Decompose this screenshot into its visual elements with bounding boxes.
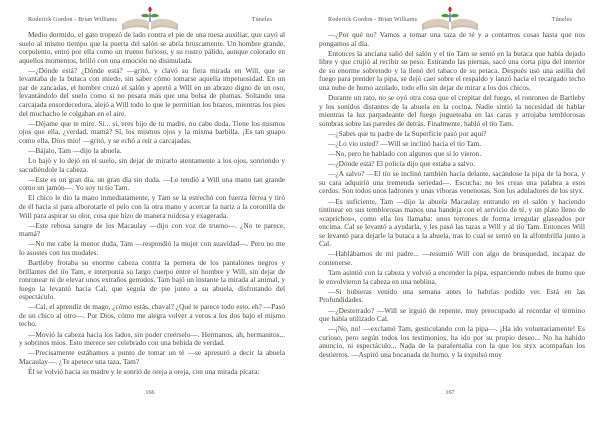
paragraph: —Déjame que te mire. Sí... sí, eres hijo de tu madre, no cabe duda. Tiene los mismos ojos que ella, ¿verdad, mamá? Sí, los mismos ojos y la misma barbilla. ¡Es tan guapo como ella, Dios mío! —gritó, y se echó a reír a carcajadas. [19, 118, 285, 145]
paragraph: Lo bajó y lo dejó en el suelo, sin dejar de mirarlo atentamente a los ojos, sonriendo y sacudiéndole la cabeza. [19, 156, 285, 174]
paragraph: Él se volvió hacia su madre y le sonrió de oreja a oreja, con una mirada pícara: [28, 366, 260, 376]
paragraph: —¿Desterrado? —Will se irguió de repente, muy preocupado al recordar el término que había utilizado Cal. [319, 305, 585, 324]
open-book-sprout-icon [420, 5, 480, 33]
paragraph: —¿Dónde está? El policía dijo que estaba a salvo. [328, 159, 476, 169]
paragraph: —¿A salvo? —El tío se inclinó también hacia delante, sacándose la pipa de la boca, y su cara adquirió una tremenda seriedad—. Escucha: no les creas una palabra a esos cerdos. Son todos unos ladrones y unas víboras venenosas. Son los aduladores de los styx. [319, 169, 585, 196]
paragraph: —Este rebosa sangre de los Macaulay —dijo con voz de trueno—. ¿No te parece, mamá? [19, 220, 285, 239]
paragraph: —¿Dónde está? ¿Dónde está? —gritó, y clavó su fiera mirada en Will, que se levantaba de la butaca con miedo, sin saber cómo tomarse aquella impetuosidad. En un par de zancadas, el hombre cruzó el salón y apretó a Will en un abrazo digno de un oso, levantándolo del suelo como si no pesara más que una bolsa de plumas. Soltando una carcajada ensordecedora, alejó a Will todo lo que le permitían los brazos, mientras los pies del muchacho le colgaban en el aire. [19, 65, 285, 118]
paragraph: —Es suficiente, Tam —dijo la abuela Macaulay entrando en el salón y haciendo tintinear en sus temblorosas manos una bandeja con el servicio de té, y un plato lleno de «caprichos», como ella los llamaba: unos terrones de forma irregular glaseados por encima. Cal se levantó a ayudarla, y les pasó las tazas a Will y al tío Tam. Entonces Will se levantó para dejarle la butaca a la abuela, tras lo cual se sentó en la alfombrilla junto a Cal. [319, 196, 585, 249]
left-page-text [19, 31, 285, 386]
right-page-number: 167 [445, 389, 455, 396]
paragraph: Tam asintió con la cabeza y volvió a encender la pipa, esparciendo nubes de humo que le envolvieron la cabeza en una neblina. [319, 268, 585, 286]
paragraph: —Cal, el aprendiz de mago, ¿cómo estás, chaval? ¿Qué te parece todo esto, eh? —Pasó de un chico al otro—. Por Dios, cómo me alegra volver a veros a los dos bajo el mismo techo. [19, 302, 285, 329]
paragraph: —¿Lo vio usted? —Will se inclinó hacia el tío Tam. [328, 138, 482, 148]
paragraph: Entonces la anciana salió del salón y el tío Tam se sentó en la butaca que había dejado libre y que crujió al recibir su peso. Estirando las piernas, sacó una corta pipa del interior de su enorme sobretodo y la llenó del tabaco de su petaca. Después usó una astilla del fuego para prender la pipa, se dejó caer sobre el respaldo y lanzó hacia el recargado techo una nube de humo azulado, todo ello sin dejar de mirar a los dos chicos. [319, 48, 585, 92]
left-page-number: 166 [145, 389, 155, 396]
paragraph: —¿Por qué no? Vamos a tomar una taza de té y a contarnos cosas hasta que nos pongamos al día. [319, 31, 585, 48]
paragraph: —¡No, no! —exclamó Tam, gesticulando con la pipa—. ¡Ha ido voluntariamente! Es curioso, pero según todos los testimonios, ha ido por su propio deseo... No ha habido anuncio, ni espectáculo... Nada de la parafernalia con la que los styx acompañan los destierros. —Aspiró una bocanada de humo, y la expulsó muy [319, 324, 585, 359]
right-page-text [319, 31, 585, 386]
paragraph: Bartleby frotaba su enorme cabeza contra la pernera de los pantalones negros y brillantes del tío Tam, e interponía su largo cuerpo entre el hombre y Will, sin dejar de ronronear ni de elevar unos extraños gemidos. Tam bajó un instante la mirada al animal, y luego la levantó hacia Cal, que seguía de pie junto a su abuela, disfrutando del espectáculo. [19, 258, 285, 302]
paragraph: —Hablábamos de mi padre... —resumió Will con algo de brusquedad, incapaz de contenerse. [319, 249, 585, 268]
header-author: Roderick Gordon - Brian Williams [28, 16, 118, 23]
paragraph: —¿Sabes que tu padre de la Superficie pasó por aquí? [328, 128, 487, 138]
paragraph: —Movió la cabeza hacia los lados, sin poder creérselo—. Hermanos, ah, hermanitos... y sobrinos míos. Esto merece ser celebrado con una bebida de verdad. [19, 329, 285, 348]
paragraph: —Si hubieras venido una semana antes lo habrías podido ver. Está en las Profundidades. [319, 286, 585, 305]
paragraph: El chico le dio la mano inmediatamente, y Tam se la estrechó con fuerza férrea y tiró de él hacia sí para alborotarle el pelo con la otra mano y acercar la nariz a la coronilla de Will para aspirar su olor, cosa que hizo de manera ruidosa y exagerada. [19, 193, 285, 220]
right-page-header [328, 10, 572, 30]
paragraph: —No me cabe la menor duda, Tam —respondió la mujer con suavidad—. Pero no me lo asustes con tus modales. [19, 239, 285, 257]
paragraph: —Este es un gran día, un gran día sin duda. —Le tendió a Will una mano tan grande como un jamón—. Yo soy tu tío Tam. [19, 174, 285, 193]
paragraph: Medio dormido, el gato tropezó de lado contra el pie de una mesa auxiliar, que cayó al suelo al mismo tiempo que la puerta del salón se abría bruscamente. Un hombre grande, corpulento, entró por ella como un trueno furioso, y su rostro pálido, aunque colorado en aquellos momentos, brilló con una emoción no disimulada. [19, 31, 285, 65]
right-page [300, 0, 600, 424]
paragraph: Durante un rato, no se oyó otra cosa que el crepitar del fuego, el ronroneo de Bartleby y los sonidos distantes de la abuela en la cocina. Nadie sintió la necesidad de hablar mientras la luz parpadeante del fuego jugueteaba en las caras y arrojaba temblorosas sombras sobre las paredes de detrás. Finalmente, habló el tío Tam. [319, 93, 585, 128]
left-page-header [28, 10, 272, 30]
paragraph: —Bájalo, Tam —dijo la abuela. [28, 145, 122, 155]
paragraph: —No, pero he hablado con algunos que sí lo vieron. [328, 149, 482, 159]
header-title: Túneles [251, 16, 272, 23]
open-book-sprout-icon [120, 5, 180, 33]
paragraph: —Precisamente estábamos a punto de tomar un té —se apresuró a decir la abuela Macaulay—. ¿Te apetece una taza, Tam? [19, 348, 285, 366]
header-title: Túneles [551, 16, 572, 23]
header-author: Roderick Gordon - Brian Williams [328, 16, 418, 23]
